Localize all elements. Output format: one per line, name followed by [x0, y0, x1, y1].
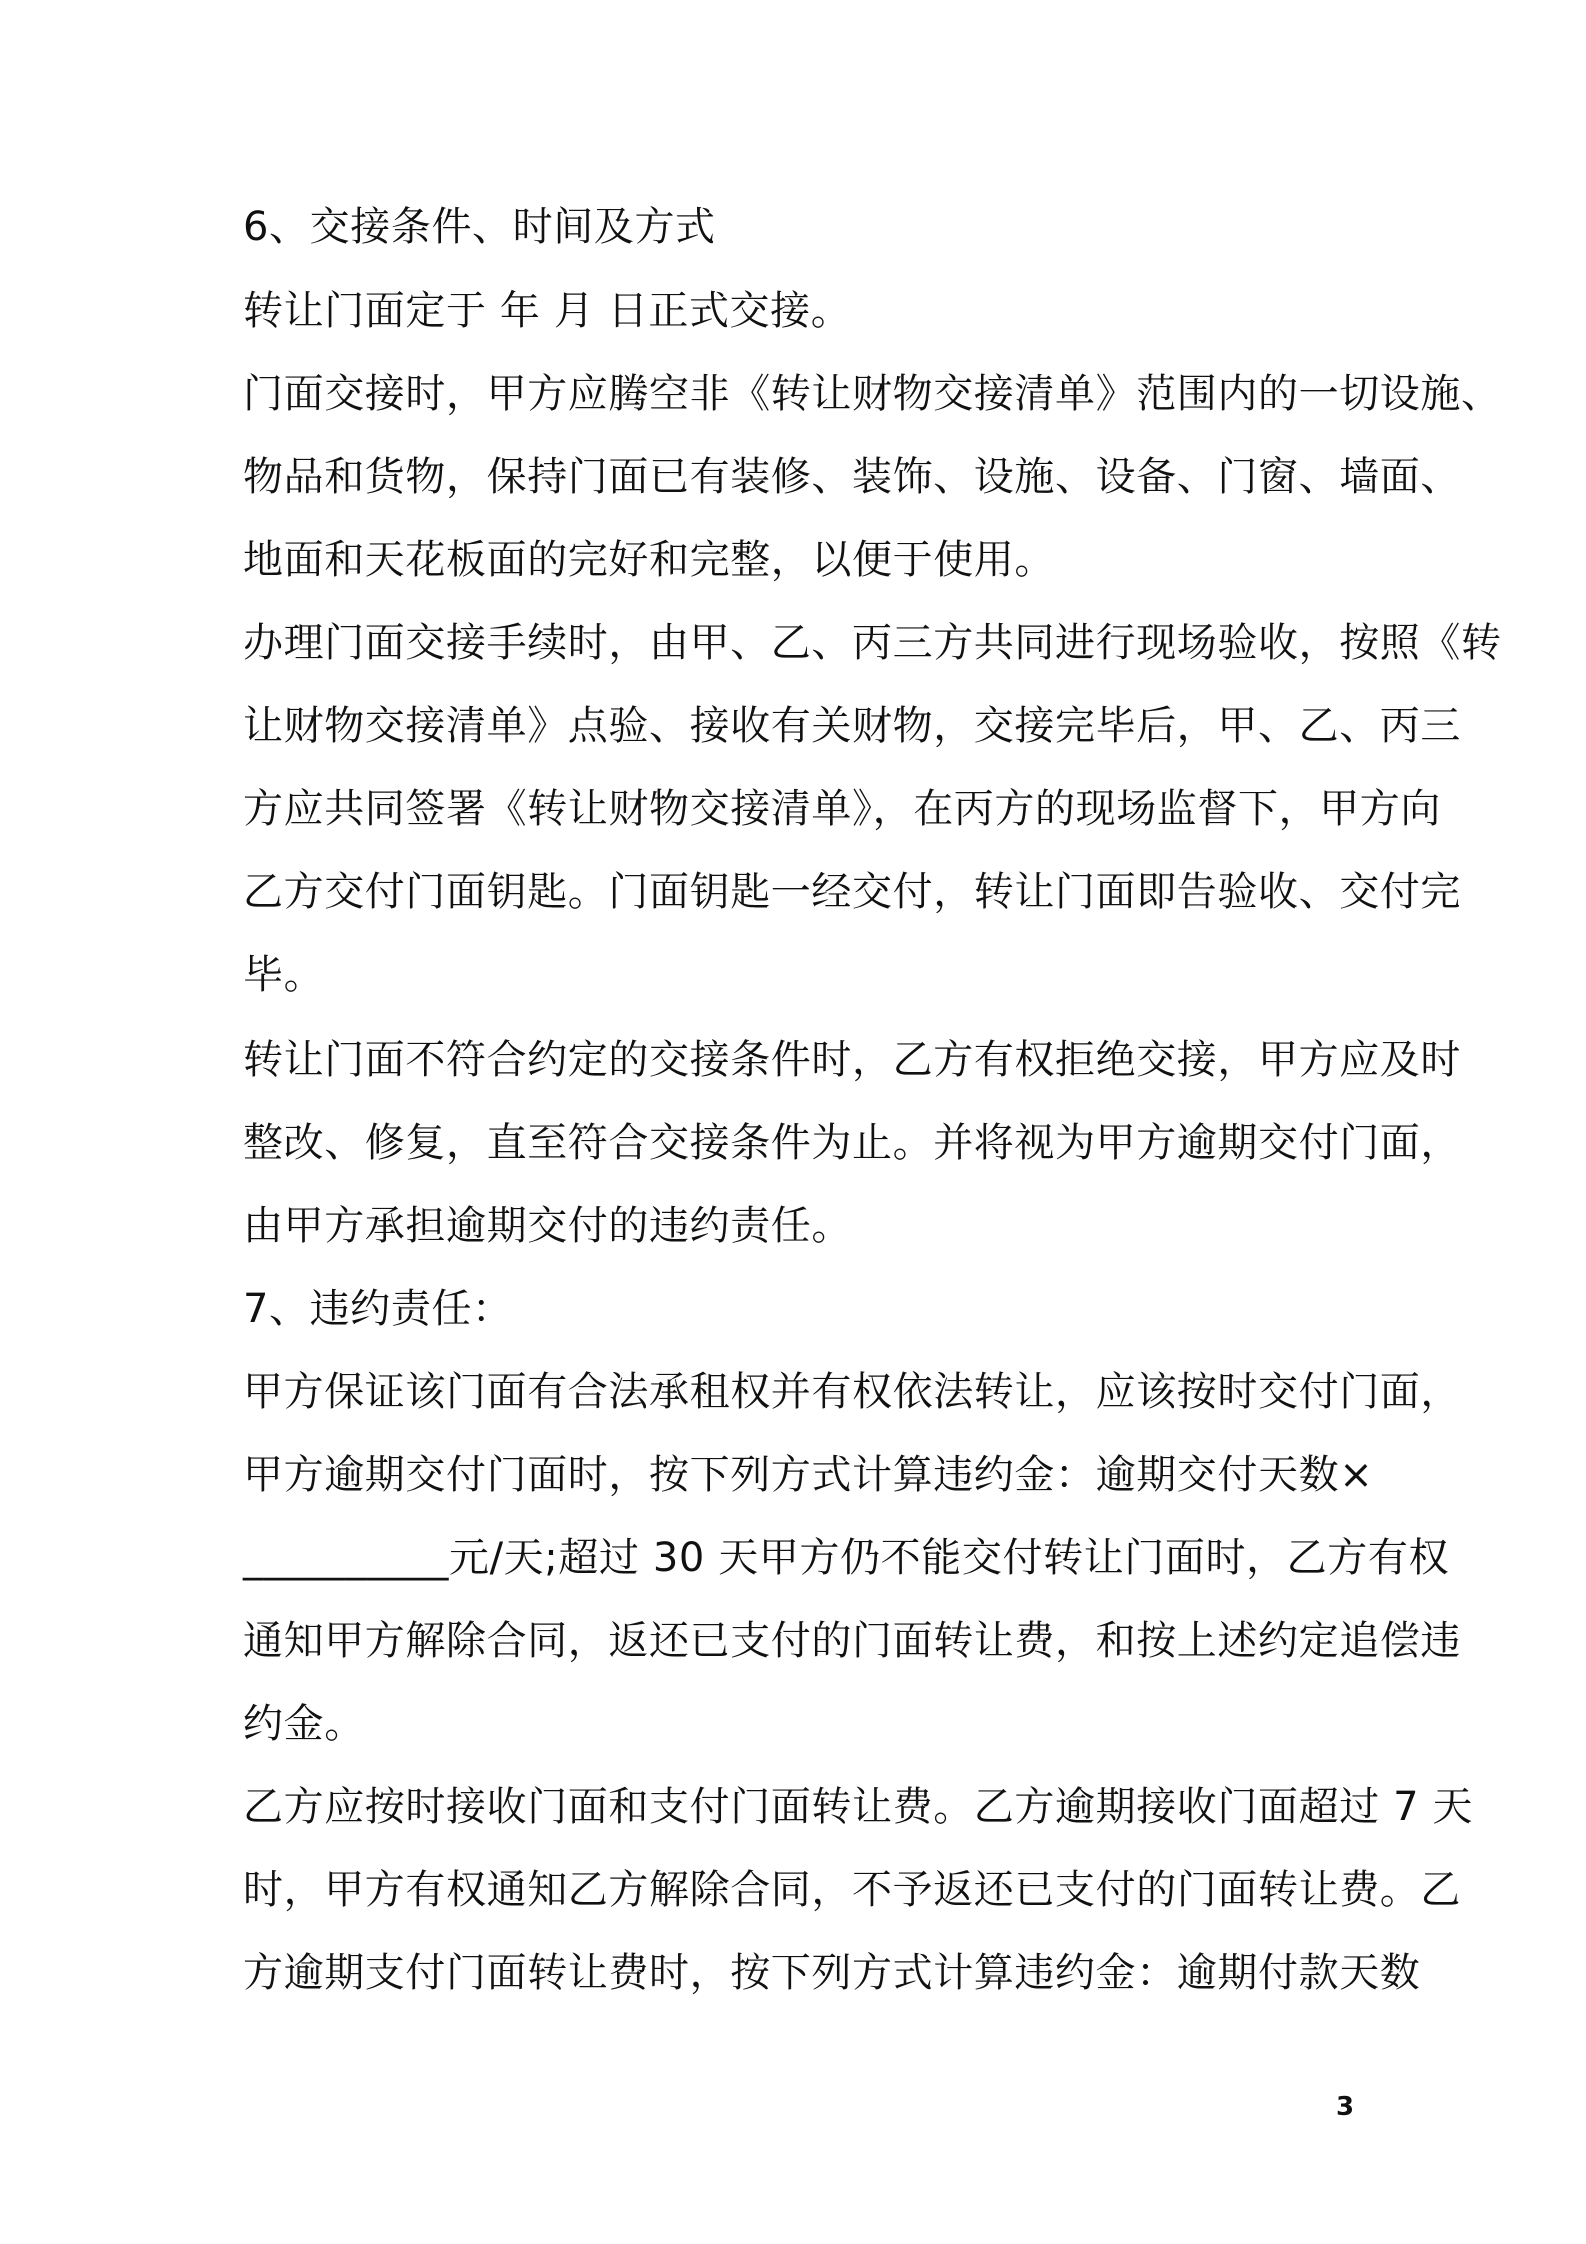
text-line: 方逾期支付门面转让费时，按下列方式计算违约金：逾期付款天数 [243, 1950, 1421, 1996]
text-line: 时，甲方有权通知乙方解除合同，不予返还已支付的门面转让费。乙 [243, 1867, 1461, 1913]
page-number: 3 [1336, 2092, 1355, 2122]
text-line: 约金。 [243, 1701, 365, 1747]
text-line: 物品和货物，保持门面已有装修、装饰、设施、设备、门窗、墙面、 [243, 454, 1461, 500]
text-line: 转让门面定于 年 月 日正式交接。 [243, 288, 852, 334]
text-line: 地面和天花板面的完好和完整，以便于使用。 [243, 537, 1055, 583]
text-line: 门面交接时，甲方应腾空非《转让财物交接清单》范围内的一切设施、 [243, 371, 1502, 417]
section-6-heading: 6、交接条件、时间及方式 [243, 204, 716, 250]
text-line: 乙方交付门面钥匙。门面钥匙一经交付，转让门面即告验收、交付完 [243, 869, 1461, 915]
text-line: 乙方应按时接收门面和支付门面转让费。乙方逾期接收门面超过 7 天 [243, 1784, 1474, 1830]
text-line: 办理门面交接手续时，由甲、乙、丙三方共同进行现场验收，按照《转 [243, 620, 1502, 666]
text-line: __________元/天;超过 30 天甲方仍不能交付转让门面时，乙方有权 [243, 1535, 1450, 1581]
text-line: 毕。 [243, 952, 325, 998]
text-line: 通知甲方解除合同，返还已支付的门面转让费，和按上述约定追偿违 [243, 1618, 1461, 1664]
text-line: 甲方逾期交付门面时，按下列方式计算违约金：逾期交付天数× [243, 1452, 1374, 1498]
text-line: 甲方保证该门面有合法承租权并有权依法转让，应该按时交付门面， [243, 1369, 1461, 1415]
text-line: 整改、修复，直至符合交接条件为止。并将视为甲方逾期交付门面， [243, 1120, 1461, 1166]
text-line: 方应共同签署《转让财物交接清单》，在丙方的现场监督下，甲方向 [243, 786, 1441, 832]
text-line: 转让门面不符合约定的交接条件时，乙方有权拒绝交接，甲方应及时 [243, 1037, 1461, 1083]
section-7-heading: 7、违约责任： [243, 1286, 513, 1332]
text-line: 由甲方承担逾期交付的违约责任。 [243, 1203, 852, 1249]
text-line: 让财物交接清单》点验、接收有关财物，交接完毕后，甲、乙、丙三 [243, 703, 1461, 749]
